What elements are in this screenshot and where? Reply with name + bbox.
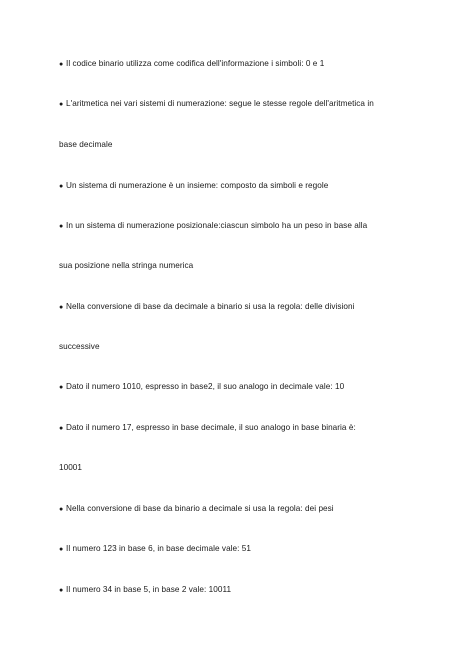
text-line-1 xyxy=(59,58,324,70)
line-text: Il numero 123 in base 6, in base decimale vale: 51 xyxy=(66,544,252,553)
bullet-glyph: ● xyxy=(59,223,64,230)
bullet-glyph: ● xyxy=(59,61,64,68)
text-line-5 xyxy=(59,220,367,232)
text-line-14 xyxy=(59,584,231,596)
line-text: Dato il numero 1010, espresso in base2, il suo analogo in decimale vale: 10 xyxy=(66,382,345,391)
line-text: sua posizione nella stringa numerica xyxy=(59,261,194,270)
text-line-9 xyxy=(59,381,344,393)
bullet-glyph: ● xyxy=(59,506,64,513)
line-text: Dato il numero 17, espresso in base decimale, il suo analogo in base binaria è: xyxy=(66,423,356,432)
text-line-12 xyxy=(59,503,334,515)
line-text: In un sistema di numerazione posizionale:ciascun simbolo ha un peso in base alla xyxy=(66,221,368,230)
text-line-6 xyxy=(59,260,193,271)
text-line-4 xyxy=(59,180,328,192)
text-line-11 xyxy=(59,462,82,473)
bullet-glyph: ● xyxy=(59,101,64,108)
line-text: L'aritmetica nei vari sistemi di numerazione: segue le stesse regole dell'aritmetica in xyxy=(66,99,374,108)
text-line-8 xyxy=(59,341,100,352)
line-text: Il numero 34 in base 5, in base 2 vale: 10011 xyxy=(66,585,232,594)
bullet-glyph: ● xyxy=(59,587,64,594)
line-text: successive xyxy=(59,342,100,351)
text-line-13 xyxy=(59,543,251,555)
line-text: Nella conversione di base da decimale a binario si usa la regola: delle divisioni xyxy=(66,302,355,311)
bullet-glyph: ● xyxy=(59,384,64,391)
bullet-glyph: ● xyxy=(59,183,64,190)
line-text: Il codice binario utilizza come codifica dell'informazione i simboli: 0 e 1 xyxy=(66,59,325,68)
text-line-10 xyxy=(59,422,356,434)
bullet-glyph: ● xyxy=(59,425,64,432)
line-text: 10001 xyxy=(59,463,83,472)
line-text: base decimale xyxy=(59,140,113,149)
line-text: Nella conversione di base da binario a decimale si usa la regola: dei pesi xyxy=(66,504,334,513)
text-line-7 xyxy=(59,301,355,313)
bullet-glyph: ● xyxy=(59,304,64,311)
text-line-3 xyxy=(59,139,112,150)
line-text: Un sistema di numerazione è un insieme: composto da simboli e regole xyxy=(66,181,329,190)
text-line-2 xyxy=(59,98,374,110)
bullet-glyph: ● xyxy=(59,546,64,553)
